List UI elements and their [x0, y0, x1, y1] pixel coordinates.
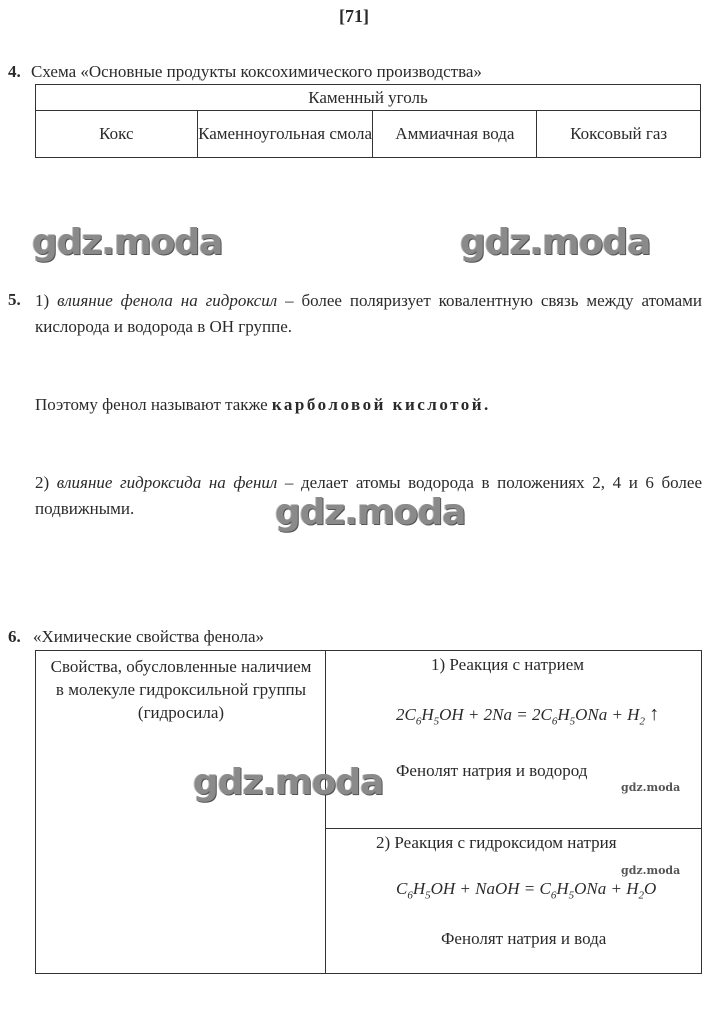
- reaction1-products: Фенолят натрия и водород: [396, 761, 588, 780]
- product-cell: Аммиачная вода: [373, 111, 537, 158]
- task6-title: «Химические свойства фенола»: [33, 627, 265, 646]
- properties-cell: [36, 651, 326, 973]
- task5-paragraph-2: [35, 392, 702, 418]
- watermark: gdz.moda: [460, 222, 651, 263]
- product-cell: Кокс: [36, 111, 198, 158]
- product-cell: Каменноугольная смола: [197, 111, 373, 158]
- task4-heading: [8, 62, 482, 82]
- task5-paragraph-1: [35, 288, 702, 340]
- p1-italic: влияние фенола на гидроксил: [57, 291, 278, 310]
- coke-products-table: [35, 84, 701, 158]
- reaction1-title: 1) Реакция с натрием: [431, 655, 584, 674]
- p1-prefix: 1): [35, 291, 58, 310]
- watermark-small: gdz.moda: [621, 781, 681, 794]
- task4-number: 4.: [8, 62, 21, 81]
- phenol-properties-table: [35, 650, 702, 974]
- reaction2-equation: $C_6H_5OH$ + NaOH = $C_6H_5ONa + H_2O$: [396, 879, 657, 902]
- watermark: gdz.moda: [275, 492, 466, 533]
- p2-text: Поэтому фенол называют также: [35, 395, 272, 414]
- product-cell: Коксовый газ: [537, 111, 701, 158]
- task6-heading: [8, 627, 264, 647]
- reaction-hydroxide-cell: [326, 829, 701, 973]
- task4-title: Схема «Основные продукты коксохимического производства»: [31, 62, 482, 81]
- watermark: gdz.moda: [193, 762, 384, 803]
- watermark-small: gdz.moda: [621, 864, 681, 877]
- p3-italic: влияние гидроксида на фенил: [56, 473, 278, 492]
- p2-bold: карболовой кислотой.: [271, 395, 491, 414]
- arrow-up-icon: ↑: [649, 703, 660, 725]
- watermark: gdz.moda: [32, 222, 223, 263]
- properties-text: Свойства, обусловленные наличием в молекуле гидроксильной группы (гидросила): [50, 657, 312, 722]
- root-cell: Каменный уголь: [36, 85, 701, 111]
- reaction1-equation: $2C_6H_5OH + 2Na = 2C_6H_5ONa + H_2$ ↑: [396, 703, 660, 728]
- p3-rest: – делает атомы водорода в положениях 2, 4 и 6 более подвижными.: [35, 473, 702, 518]
- p3-prefix: 2): [35, 473, 57, 492]
- p1-rest: – более поляризует ковалентную связь между атомами кислорода и водорода в ОН группе.: [35, 291, 702, 336]
- task5-number: 5.: [8, 290, 21, 309]
- task6-number: 6.: [8, 627, 21, 646]
- reaction2-products: Фенолят натрия и вода: [441, 929, 607, 948]
- reaction2-title: 2) Реакция с гидроксидом натрия: [376, 833, 617, 852]
- page-number: [71]: [339, 6, 369, 26]
